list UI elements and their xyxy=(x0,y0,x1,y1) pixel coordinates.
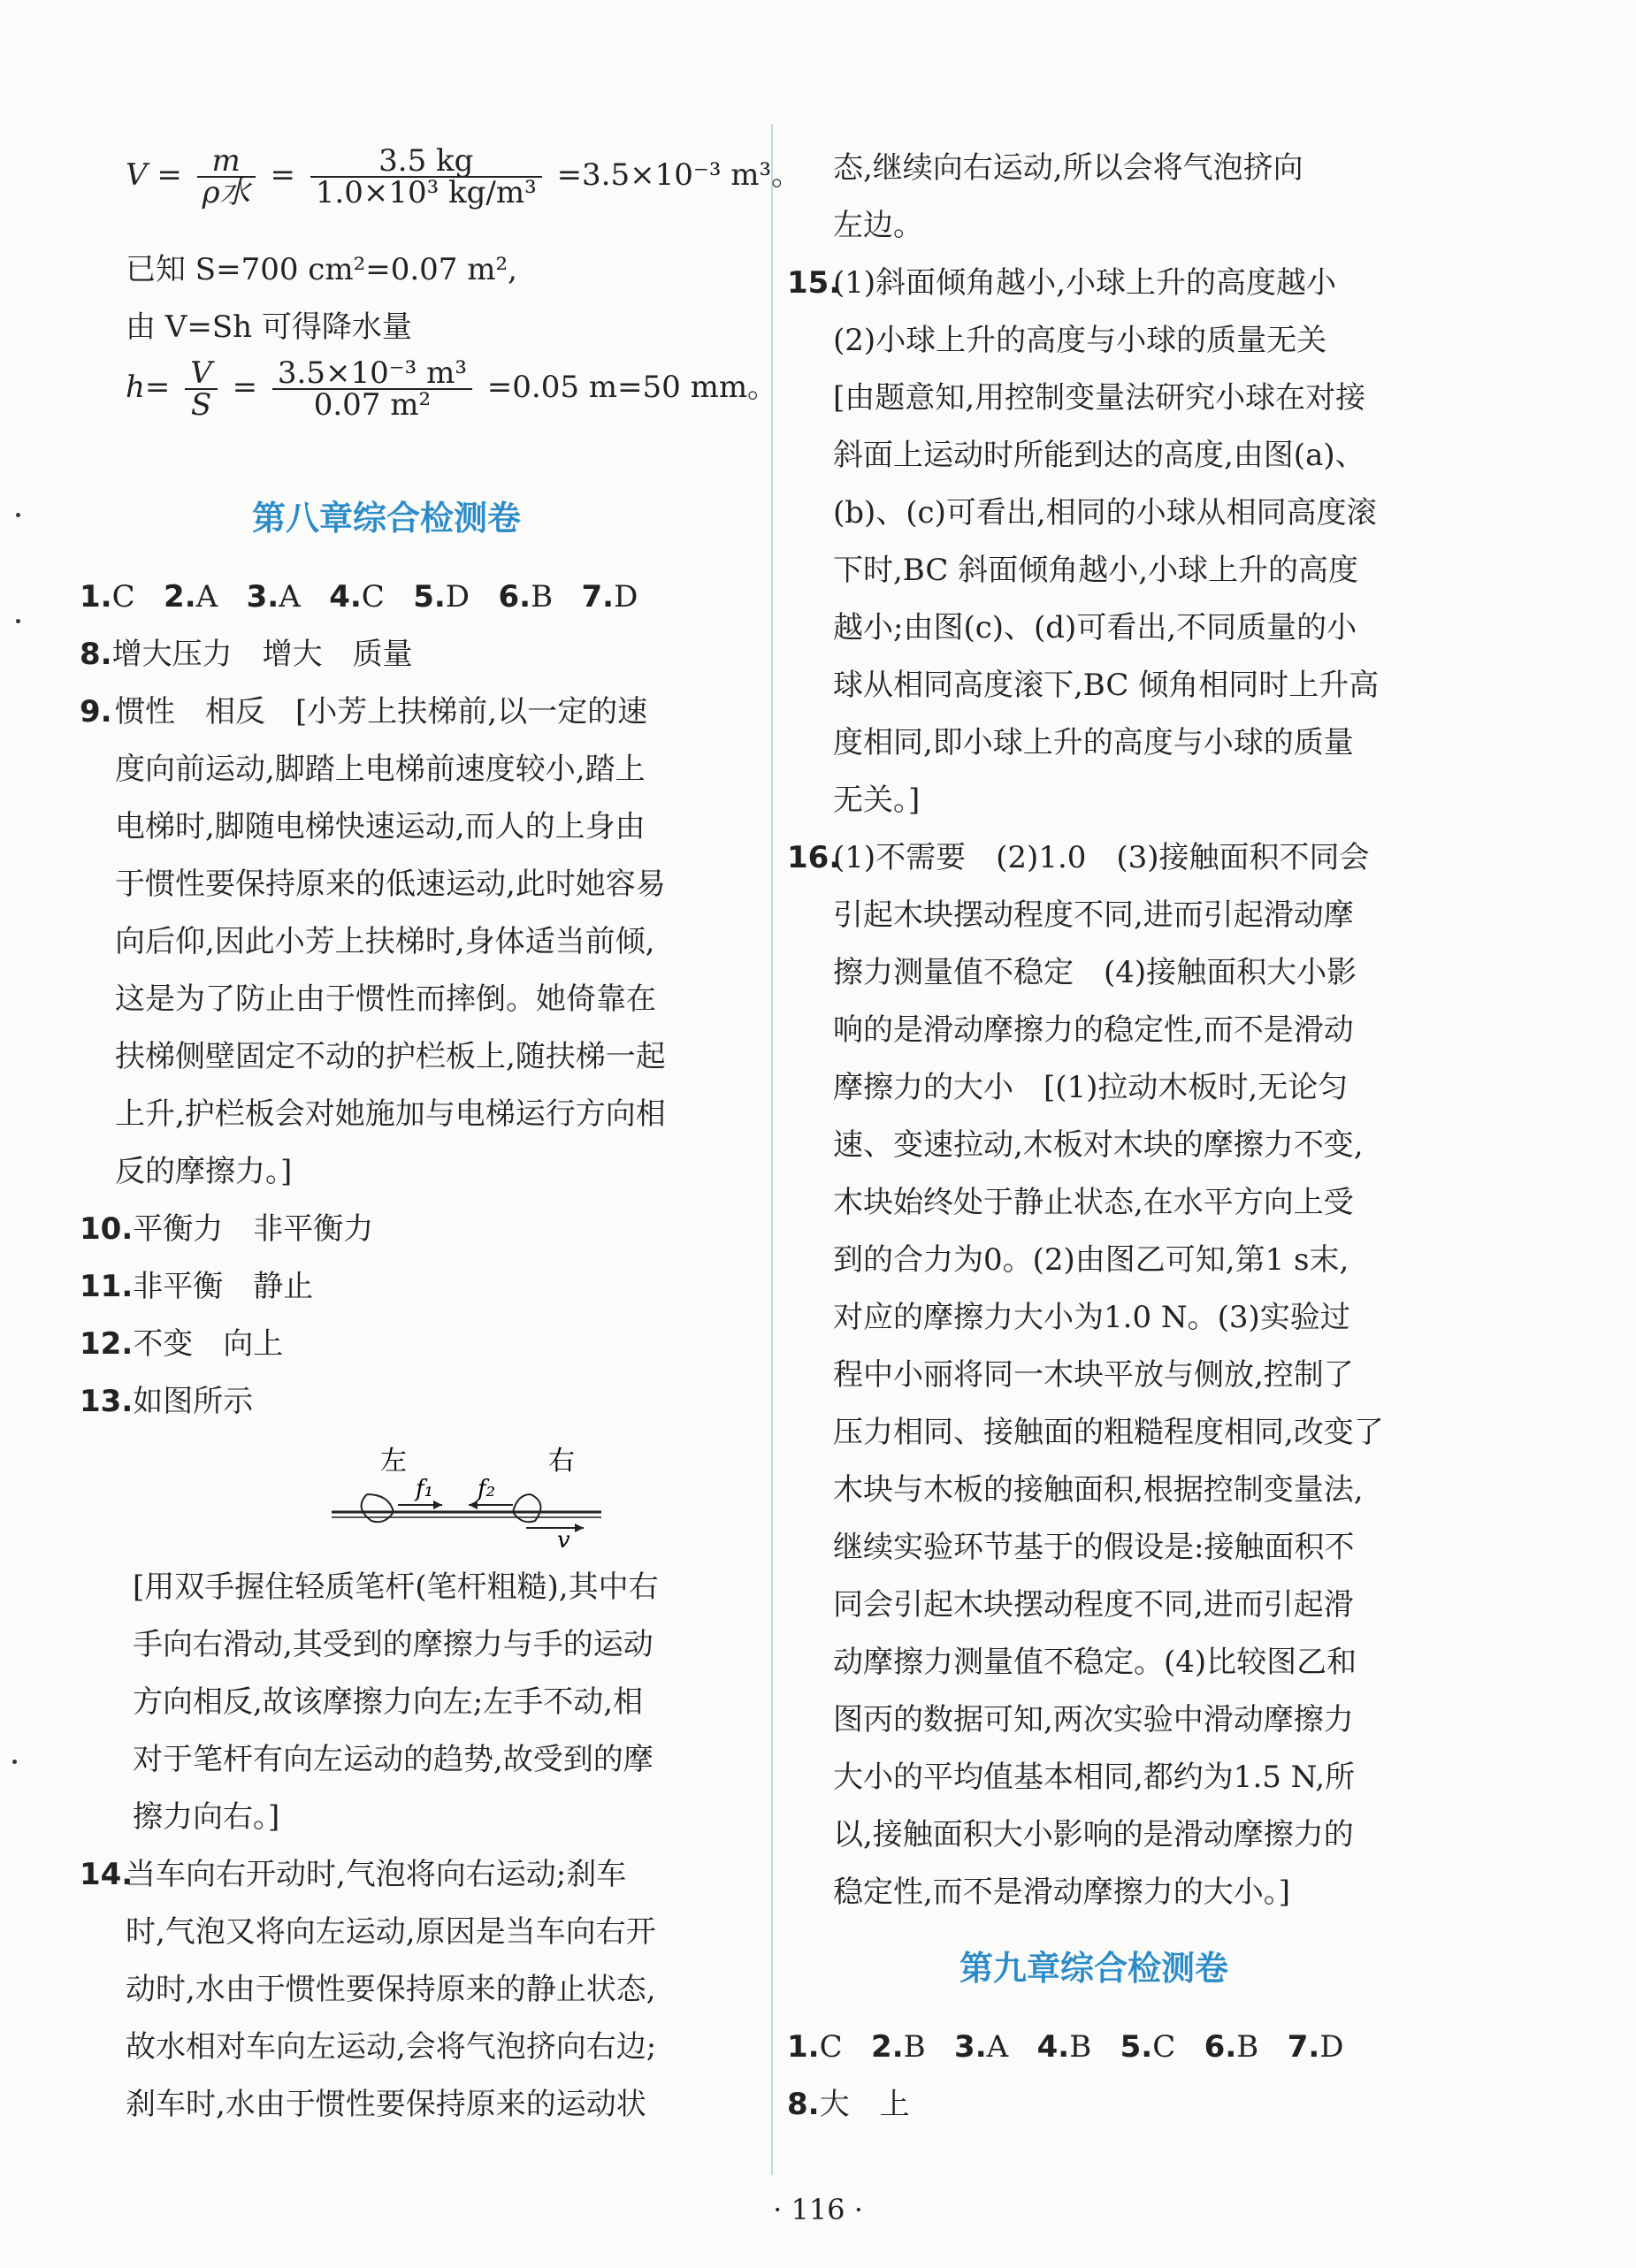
answer-12: 12.不变 向上 xyxy=(80,1326,284,1362)
answer-8: 8.增大压力 增大 质量 xyxy=(80,637,413,672)
fraction-volume-area: $\frac{\text{3.5×10⁻³ m³}}{\text{0.07 m²}}$ xyxy=(272,358,472,420)
scan-mark xyxy=(16,619,20,623)
f2-label: f₂ xyxy=(478,1476,496,1502)
column-divider xyxy=(771,124,773,2175)
answer-8-ch9: 8.大 上 xyxy=(787,2087,910,2122)
formula-height: h= $\frac{V}{S}$ = $\frac{\text{3.5×10⁻³ m³}}{\text{0.07 m²}}$ =0.05 m=50 mm。 xyxy=(126,355,778,423)
answers-1-7-ch9: 1.C 2.B 3.A 4.B 5.C 6.B 7.D xyxy=(787,2029,1344,2065)
velocity-label: v xyxy=(557,1527,570,1547)
section-title-ch9: 第九章综合检测卷 xyxy=(959,1949,1229,1988)
fraction-m-rho: $\frac{m}{\text{ρ水}}$ xyxy=(197,146,256,208)
scan-mark xyxy=(16,513,20,517)
derive-line: 由 V=Sh 可得降水量 xyxy=(126,309,412,345)
scan-mark xyxy=(12,1760,17,1764)
f1-label: f₁ xyxy=(416,1476,434,1502)
answer-13: 13.如图所示 xyxy=(80,1384,254,1419)
answer-10: 10.平衡力 非平衡力 xyxy=(80,1211,374,1247)
formula-volume: V = $\frac{m}{\text{ρ水}}$ = $\frac{3.5 kg}{\text{1.0×10³ kg/m³}}$ =3.5×10⁻³ m³。 xyxy=(126,143,802,210)
section-title-ch8: 第八章综合检测卷 xyxy=(252,499,522,538)
friction-diagram xyxy=(327,1441,646,1547)
answers-1-7: 1.C 2.A 3.A 4.C 5.D 6.B 7.D xyxy=(80,579,638,615)
fraction-v-s: $\frac{V}{S}$ xyxy=(185,358,218,420)
fraction-mass-density: $\frac{3.5 kg}{\text{1.0×10³ kg/m³}}$ xyxy=(310,146,542,208)
diagram-left-label: 左 xyxy=(380,1446,407,1477)
answer-11: 11.非平衡 静止 xyxy=(80,1269,314,1304)
known-area: 已知 S=700 cm²=0.07 m², xyxy=(126,252,517,287)
page-number: · 116 · xyxy=(773,2193,863,2226)
diagram-right-label: 右 xyxy=(548,1446,575,1477)
